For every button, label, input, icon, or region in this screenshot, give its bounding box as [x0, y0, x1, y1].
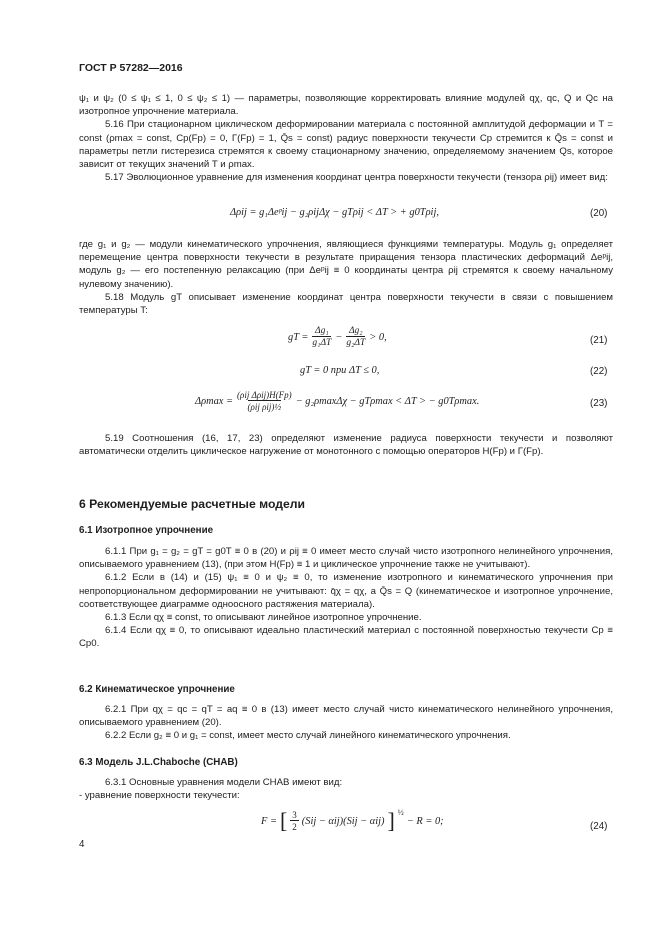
section-heading-6: 6 Рекомендуемые расчетные модели: [79, 497, 306, 511]
eq21-denominator-1: g₁ΔT: [312, 338, 332, 348]
equation-number-22: (22): [590, 366, 608, 377]
equation-number-23: (23): [590, 398, 608, 409]
paragraph: 5.19 Соотношения (16, 17, 23) определяют изменение радиуса поверхности текучести и позволяют автоматически отделить циклическое нагружение от монотонного с помощью операторов H(Fp) и Γ(Fp).: [79, 433, 613, 458]
text-block-2: [79, 238, 613, 317]
eq23-numerator: (ρij Δρij)H(Fp): [237, 390, 292, 400]
paragraph: 6.2.1 При qχ = qc = qT = aq ≡ 0 в (13) имеет место случай чисто кинематического нелинейного упрочнения, описываемого уравнением (20).: [79, 704, 613, 729]
eq21-fraction-1: [312, 326, 331, 348]
eq24-denominator: 2: [292, 822, 297, 832]
eq23-fraction: [237, 390, 292, 412]
eq21-fraction-2: [346, 326, 365, 348]
paragraph: 6.1.2 Если в (14) и (15) ψ₁ ≡ 0 и ψ₂ ≡ 0, то изменение изотропного и кинематического упрочнения при непропорциональном деформировании не учитывают: q̄χ = qχ, а Q̄s = Q (кинематическое и изотропное упрочнение, соответствующее диаграмме одноосного растяжения материала).: [79, 572, 613, 610]
equation-22: gT = 0 при ΔT ≤ 0,: [300, 365, 380, 376]
paragraph: где g₁ и g₂ — модули кинематического упрочнения, являющиеся функциями температуры. Модуль g₁ определяет перемещение центра поверхности текучести в результате приращения тензора пластических деформаций Δeᵖij, модуль g₂ — его постепенную релаксацию (при Δeᵖij ≡ 0 координаты центра ρij стремятся к своему начальному нулевому значению).: [79, 239, 613, 290]
subsection-heading-6-1: 6.1 Изотропное упрочнение: [79, 525, 214, 536]
eq24-right-bracket: ]: [387, 808, 395, 833]
paragraph: 6.1.1 При g₁ = g₂ = gT = g0T ≡ 0 в (20) и ρij ≡ 0 имеет место случай чисто изотропного нелинейного упрочнения, описываемого уравнением (13), (при этом H(Fp) ≡ 1 и циклическое упрочнение также не учитывают).: [79, 546, 613, 571]
paragraph: ψ₁ и ψ₂ (0 ≤ ψ₁ ≤ 1, 0 ≤ ψ₂ ≤ 1) — параметры, позволяющие корректировать влияние модулей qχ, qc, Q и Qc на изотропное упрочнение материала.: [79, 93, 613, 118]
text-block-1: [79, 92, 613, 184]
eq24-rest: − R = 0;: [406, 815, 444, 827]
subsection-heading-6-2: 6.2 Кинематическое упрочнение: [79, 684, 235, 695]
paragraph: 6.1.3 Если qχ ≡ const, то описывают линейное изотропное упрочнение.: [105, 612, 422, 624]
eq23-rest: − g₂ρmaxΔχ − gTρmax < ΔT > − g0Tρmax.: [295, 395, 480, 407]
document-header: ГОСТ Р 57282—2016: [79, 62, 183, 74]
eq24-left-bracket: [: [279, 808, 288, 833]
eq21-denominator-2: g₂ΔT: [346, 338, 366, 348]
eq24-lhs: F =: [261, 815, 277, 827]
paragraph: - уравнение поверхности текучести:: [79, 790, 240, 802]
eq21-numerator-1: Δg₁: [315, 326, 329, 336]
eq24-fraction: [290, 810, 299, 832]
paragraph: 6.2.2 Если g₂ ≡ 0 и g₁ = const, имеет место случай линейного кинематического упрочнения.: [105, 730, 511, 742]
paragraph: 6.1.4 Если qχ ≡ 0, то описывают идеально пластический материал с постоянной поверхностью текучести Cp ≡ Cp0.: [79, 625, 613, 650]
eq21-rhs: > 0,: [369, 331, 387, 343]
text-block-3: [79, 432, 613, 458]
paragraph: 6.3.1 Основные уравнения модели CHAB имеют вид:: [105, 777, 343, 788]
subsection-heading-6-3: 6.3 Модель J.L.Chaboche (CHAB): [79, 757, 238, 768]
equation-number-24: (24): [590, 821, 608, 832]
paragraph: 5.17 Эволюционное уравнение для изменения координат центра поверхности текучести (тензора ρij) имеет вид:: [105, 172, 608, 184]
equation-24: [261, 807, 444, 833]
eq23-lhs: Δρmax =: [195, 395, 234, 407]
text-block-4: [79, 545, 613, 651]
text-block-6: [79, 776, 613, 802]
eq24-numerator: 3: [292, 810, 297, 820]
equation-number-21: (21): [590, 335, 608, 346]
eq24-body: (Sij − αij)(Sij − αij): [301, 815, 385, 827]
eq21-numerator-2: Δg₂: [348, 326, 363, 336]
eq23-denominator: (ρij ρij)½: [247, 402, 282, 412]
text-block-5: [79, 703, 613, 743]
equation-23: [195, 390, 479, 412]
page-number: 4: [79, 839, 85, 850]
equation-number-20: (20): [590, 208, 608, 219]
eq24-exponent: ½: [397, 807, 404, 817]
equation-21: [288, 326, 387, 348]
paragraph: 5.16 При стационарном циклическом деформировании материала с постоянной амплитудой деформации и T = const (ρmax = const, Cp(Fp) = 0, Γ(Fp) = 1, Q̄s = const) радиус поверхности текучести Cp стремится к Q̄s = const и параметры петли гистерезиса стремятся к своему стационарному значению, определяемому значением Qs, которое зависит от текущих значений T и ρmax.: [79, 119, 613, 171]
eq21-minus: −: [335, 331, 343, 343]
equation-20: Δρij = g₁Δeᵖij − g₂ρijΔχ − gTρij < ΔT > + g0Tρij,: [230, 207, 439, 218]
paragraph: 5.18 Модуль gT описывает изменение координат центра поверхности текучести в связи с повышением температуры T:: [79, 291, 613, 317]
eq21-lhs: gT =: [288, 331, 309, 343]
